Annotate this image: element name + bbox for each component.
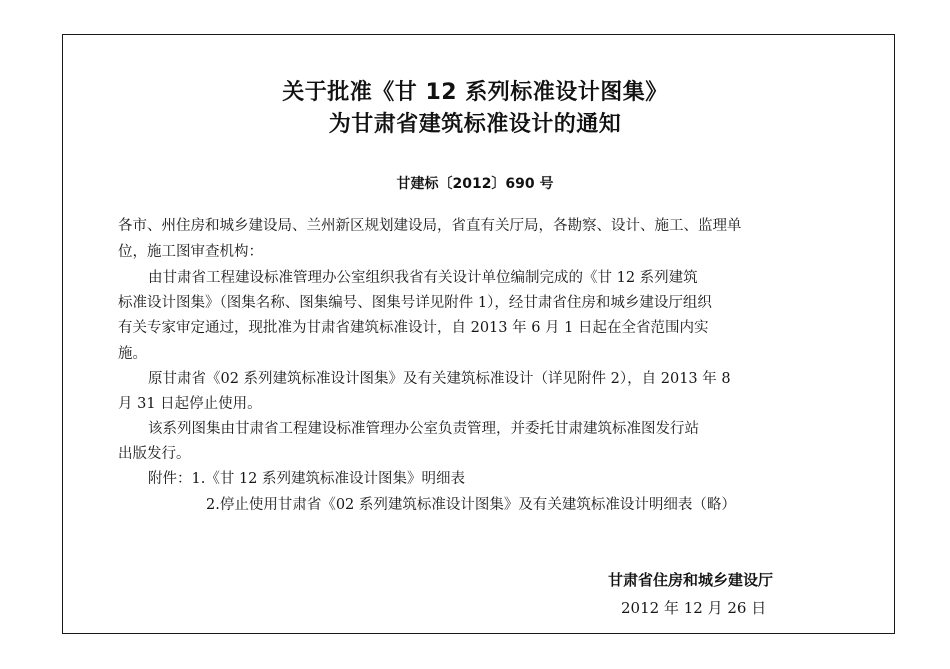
issue-date: 2012 年 12 月 26 日 — [621, 599, 767, 617]
document-number: 甘建标〔2012〕690 号 — [396, 176, 554, 192]
body-line-6: 施。 — [118, 346, 147, 362]
body-line-8: 月 31 日起停止使用。 — [118, 396, 262, 412]
body-line-5: 有关专家审定通过，现批准为甘肃省建筑标准设计，自 2013 年 6 月 1 日起在全省范围内实 — [118, 320, 709, 336]
attachment-2: 2.停止使用甘肃省《02 系列建筑标准设计图集》及有关建筑标准设计明细表（略） — [206, 497, 736, 513]
issuing-authority: 甘肃省住房和城乡建设厅 — [608, 571, 774, 589]
attachment-1: 附件：1.《甘 12 系列建筑标准设计图集》明细表 — [148, 471, 466, 487]
body-line-7: 原甘肃省《02 系列建筑标准设计图集》及有关建筑标准设计（详见附件 2），自 2013 年 8 — [148, 371, 731, 387]
body-line-4: 标准设计图集》（图集名称、图集编号、图集号详见附件 1），经甘肃省住房和城乡建设厅组织 — [118, 295, 712, 311]
body-line-3: 由甘肃省工程建设标准管理办公室组织我省有关设计单位编制完成的《甘 12 系列建筑 — [148, 270, 698, 286]
body-line-10: 出版发行。 — [118, 446, 191, 462]
notice-title-line-2: 为甘肃省建筑标准设计的通知 — [328, 112, 622, 137]
body-line-1: 各市、州住房和城乡建设局、兰州新区规划建设局，省直有关厅局，各勘察、设计、施工、监理单 — [118, 218, 742, 234]
body-line-9: 该系列图集由甘肃省工程建设标准管理办公室负责管理，并委托甘肃建筑标准图发行站 — [148, 421, 699, 437]
body-line-2: 位，施工图审查机构： — [118, 244, 263, 260]
notice-title-line-1: 关于批准《甘 12 系列标准设计图集》 — [282, 80, 668, 105]
